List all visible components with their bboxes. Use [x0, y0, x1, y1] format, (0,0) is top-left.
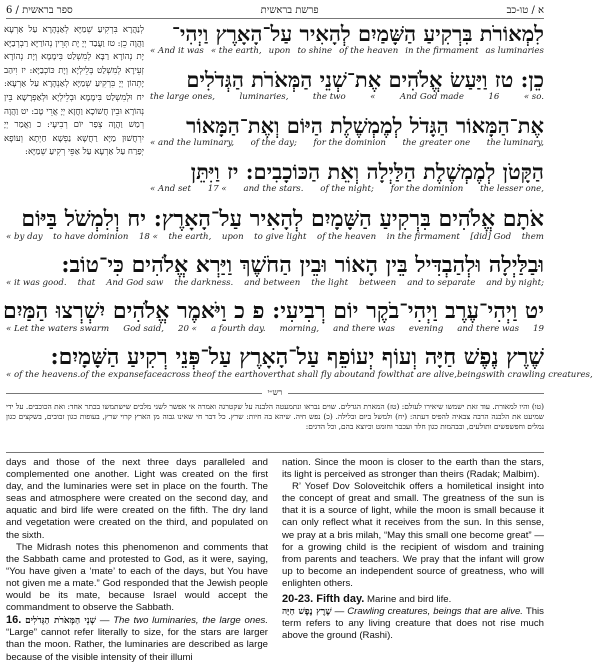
section-subtitle: Marine and bird life.: [367, 594, 452, 606]
section-heading: [282, 593, 544, 606]
hebrew-line: אֹתָם אֱלֹהִים בִּרְקִיעַ הַשָּׁמָיִם לְהָאִיר עַל־הָאָרֶץ: יח וְלִמְשֹׁל בַּיּוֹם: [21, 206, 544, 232]
english-interlinear: the large ones, luminaries, the two « And God made 16 « so.: [150, 92, 544, 102]
torah-text-column: [150, 20, 544, 204]
commentary-paragraph: R’ Yosef Dov Soloveitchik offers a homiletical insight into the concept of great and small. The greatness of the sun is that it is a source of light, while the moon is small because it can only reflect what it receives from the sun. In this sense, we pray at a bris milah, “May this small one become great” — for a growing child is the recipient of wisdom and training from parents and teachers. We pray that the infant will grow up to become an independent source of greatness, who will enlighten others.: [282, 481, 544, 589]
verse-line: [150, 112, 544, 158]
english-lemma: — Crawling creatures, beings that are alive.: [334, 606, 523, 618]
note-text: “Large” cannot refer literally to size, for the stars are larger than the moon. Rather, the luminaries are described as large because of the visible intensity of their illumi: [6, 627, 268, 663]
commentary-right: [282, 457, 544, 663]
verse-line-wide: [6, 344, 593, 380]
verse-number: 16.: [6, 614, 22, 627]
english-interlinear: « And set 17 « and the stars. of the night; for the dominion the lesser one,: [150, 184, 544, 194]
verse-line: [150, 158, 544, 204]
hebrew-line: הַקָּטֹן לְמֶמְשֶׁלֶת הַלַּיְלָה וְאֵת הַכּוֹכָבִים: יז וַיִּתֵּן: [190, 159, 544, 184]
header-left: 6 / ספר בראשית: [6, 4, 73, 16]
hebrew-line: יט וַיְהִי־עֶרֶב וַיְהִי־בֹקֶר יוֹם רְבִיעִי: פ כ וַיֹּאמֶר אֱלֹהִים יִשְׁרְצוּ הַמַּיִם: [3, 298, 544, 324]
commentary-paragraph: days and those of the next three days paralleled and complemented one another. Light was created on the first day, and the luminaries were set in place on the fourth. The seas and atmosphere were created on the second day, and aquatic and bird life were created on the fifth. The dry land and vegetation were created on the third, and populated on the sixth.: [6, 457, 268, 541]
commentary-paragraph: The Midrash notes this phenomenon and comments that the Sabbath came and protested to God, as it were, saying, “You have given a ‘mate’ to each of the days, but You have not given me a mate.” God responded that the Jewish people would be its mate, because Israel would accept the commandment to observe the Sabbath.: [6, 541, 268, 614]
hebrew-line: וּבַלַּיְלָה וּלְהַבְדִּיל בֵּין הָאוֹר וּבֵין הַחֹשֶׁךְ וַיַּרְא אֱלֹהִים כִּי־טוֹב:: [61, 252, 544, 278]
header-right: א / טו-כב: [506, 4, 544, 16]
commentary-verse-note: 16. שְׁנֵי הַמְּאֹרֹת הַגְּדֹלִים — The two luminaries, the large ones. “Large” cannot refer literally to size, for the stars are larger than the moon. Rather, the luminaries are described as large because of the visible intensity of their illumi: [6, 614, 268, 663]
commentary-left: [6, 457, 268, 663]
hebrew-line: אֶת־הַמָּאוֹר הַגָּדֹל לְמֶמְשֶׁלֶת הַיּוֹם וְאֶת־הַמָּאוֹר: [186, 113, 544, 138]
rashi-commentary: (טו) והיו למאורת. עוד זאת ישמשו שיאירו לעולם: (טז) המארת הגדלים. שוים נבראו ונתמעטה הלבנה על שקטרגה ואמרה אי אפשר לשני מלכים שישתמשו בכתר אחד: ואת הכוכבים. על ידי שמיעט את הלבנה הרבה צבאיה להפיס דעתה: (יח) ולמשל ביום ובלילה. (כ) נפש חיה. שיהא בה חיות: שרץ. כל דבר חי שאינו גבוה מן הארץ קרוי שרץ, בעופות כגון זבובים, בשקצים כגון נמלים וחפשפשים ותולעים, ובבהמות כגון חלד ועכבר וחומט וכיוצא בהם, וכל הדגים:: [6, 402, 544, 453]
english-lemma: The two luminaries, the large ones.: [113, 615, 268, 627]
english-interlinear: « and the luminary, of the day; for the dominion the greater one the luminary,: [150, 138, 544, 148]
hebrew-line: שֶׁרֶץ נֶפֶשׁ חַיָּה וְעוֹף יְעוֹפֵף עַל־הָאָרֶץ עַל־פְּנֵי רְקִיעַ הַשָּׁמָיִם:: [50, 344, 544, 370]
running-header: [6, 2, 544, 19]
verse-line-wide: [6, 206, 544, 242]
header-center: פרשת בראשית: [260, 4, 319, 16]
rashi-label: רש״י: [262, 388, 289, 397]
commentary-paragraph: nation. Since the moon is closer to the earth than the stars, its light is perceived as stronger than theirs (Radak; Malbim).: [282, 457, 544, 481]
hebrew-lemma: שְׁנֵי הַמְּאֹרֹת הַגְּדֹלִים: [25, 616, 97, 627]
hebrew-line: כֵן: טז וַיַּעַשׂ אֱלֹהִים אֶת־שְׁנֵי הַמְּאֹרֹת הַגְּדֹלִים: [186, 67, 544, 92]
verse-line: [150, 20, 544, 66]
note-text: This term refers to any living creature that does not rise much above the ground (Rashi).: [282, 606, 544, 642]
verse-line-wide: [6, 252, 544, 288]
commentary-verse-note: [282, 606, 544, 642]
english-interlinear: « And it was « the earth, upon to shine of the heaven in the firmament as luminaries: [150, 46, 544, 56]
verse-line: [150, 66, 544, 112]
hebrew-lemma: שֶׁרֶץ נֶפֶשׁ חַיָּה: [282, 607, 332, 618]
english-interlinear: « Let the waters swarm God said, 20 « a fourth day. morning, and there was evening and there was 19: [6, 324, 544, 334]
section-title: 20-23. Fifth day.: [282, 593, 365, 606]
hebrew-line: לִמְאוֹרֹת בִּרְקִיעַ הַשָּׁמַיִם לְהָאִיר עַל־הָאָרֶץ וַיְהִי־: [171, 21, 544, 46]
aramaic-translation: לְנַהֲרָא בִּרְקִיעַ שְׁמַיָּא לְאַנְהָרָא עַל אַרְעָא וַהֲוָה כֵן: טז וַעֲבַד יְיָ יָת תְּרֵין נְהוֹרַיָּא רַבְרְבַיָּא יָת נְהוֹרָא רַבָּא לְמִשְׁלַט בִּימָמָא וְיָת נְהוֹרָא זְעֵירָא לְמִשְׁלַט בְּלֵילְיָא וְיָת כּוֹכְבַיָּא: יז וִיהַב יָתְהוֹן יְיָ בִּרְקִיעַ שְׁמַיָּא לְאַנְהָרָא עַל אַרְעָא: יח וּלְמִשְׁלַט בִּימָמָא וּבְלֵילְיָא וּלְאַפְרָשָׁא בֵּין נְהוֹרָא וּבֵין חֲשׁוֹכָא וַחֲזָא יְיָ אֲרֵי טָב: יט וַהֲוָה רְמַשׁ וַהֲוָה צְפַר יוֹם רְבִיעָי: כ וַאֲמַר יְיָ יִרְחֲשׁוּן מַיָּא רַחֲשָׁא נַפְשָׁא חַיְתָא וְעוֹפָא יְפַרַח עַל אַרְעָא עַל אַפֵּי רְקִיעַ שְׁמַיָּא:: [4, 25, 144, 158]
english-interlinear: « of the heavens. of the expanse face across the of the earth over that shall fly about and fowl that are alive, beings with crawling creatures,: [6, 370, 593, 380]
verse-line-wide: [3, 298, 544, 334]
english-interlinear: « it was good. that And God saw the darkness. and between the light between and to separate and by night;: [6, 278, 544, 288]
english-interlinear: « by day to have dominion 18 « the earth, upon to give light of the heaven in the firmament [did] God them: [6, 232, 544, 242]
